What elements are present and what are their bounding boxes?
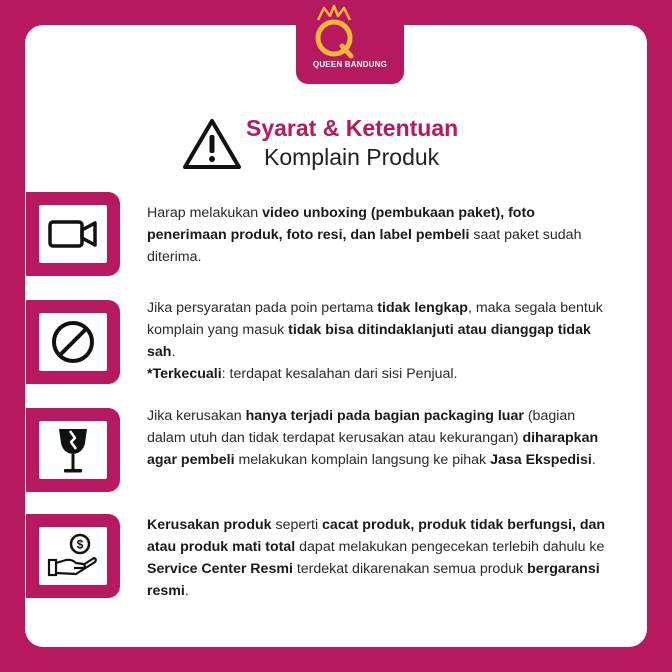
video-camera-icon [47, 216, 99, 252]
warning-icon [182, 118, 242, 170]
crown-q-logo-icon [304, 4, 364, 60]
body-text: melakukan komplain langsung ke pihak [234, 452, 491, 468]
body-text: saat paket sudah diterima. [147, 227, 582, 265]
body-text: Jika kerusakan [147, 408, 246, 424]
body-text: Harap melakukan [147, 205, 263, 221]
emphasis-text: Kerusakan produk [147, 517, 272, 533]
emphasis-text: bergaransi resmi [147, 561, 600, 599]
emphasis-text: diharapkan agar pembeli [147, 430, 599, 468]
body-text: (bagian dalam utuh dan tidak terdapat kerusakan atau kekurangan) [147, 408, 576, 446]
body-text: : terdapat kesalahan dari sisi Penjual. [221, 366, 458, 382]
item-icon-box-1 [26, 192, 120, 276]
body-text: . [184, 583, 189, 599]
item-icon-box-4 [26, 514, 120, 598]
item-icon-box-3 [26, 408, 120, 492]
item-text-4 [147, 514, 617, 602]
body-text: . [171, 344, 176, 360]
page-title: Syarat & Ketentuan [246, 115, 459, 141]
body-text: dapat melakukan pengecekan terlebih dahulu ke [295, 539, 605, 555]
item-text-1 [147, 202, 617, 268]
item-text-2 [147, 297, 617, 385]
emphasis-text: tidak lengkap [377, 300, 468, 316]
fragile-glass-icon [53, 425, 93, 475]
emphasis-text: hanya terjadi pada bagian packaging luar [245, 408, 524, 424]
emphasis-text: video unboxing (pembukaan paket), foto penerimaan produk, foto resi, dan label pembeli [147, 205, 535, 243]
page-subtitle: Komplain Produk [264, 144, 440, 170]
emphasis-text: *Terkecuali [147, 366, 222, 382]
body-text: . [591, 452, 596, 468]
prohibited-icon [49, 318, 97, 366]
emphasis-text: tidak bisa ditindaklanjuti atau dianggap tidak sah [147, 322, 591, 360]
emphasis-text: cacat produk, produk tidak berfungsi, dan atau produk mati total [147, 517, 606, 555]
emphasis-text: Service Center Resmi [147, 561, 293, 577]
body-text: terdekat dikarenakan semua produk [292, 561, 528, 577]
item-icon-box-2 [26, 300, 120, 384]
item-text-3 [147, 405, 617, 471]
body-text: Jika persyaratan pada poin pertama [147, 300, 378, 316]
svg-text:$: $ [76, 537, 84, 552]
body-text: seperti [271, 517, 323, 533]
body-text: , maka segala bentuk komplain yang masuk [147, 300, 603, 338]
emphasis-text: Jasa Ekspedisi [490, 452, 592, 468]
hand-coin-icon [46, 532, 100, 580]
brand-name: QUEEN BANDUNG [312, 60, 388, 69]
